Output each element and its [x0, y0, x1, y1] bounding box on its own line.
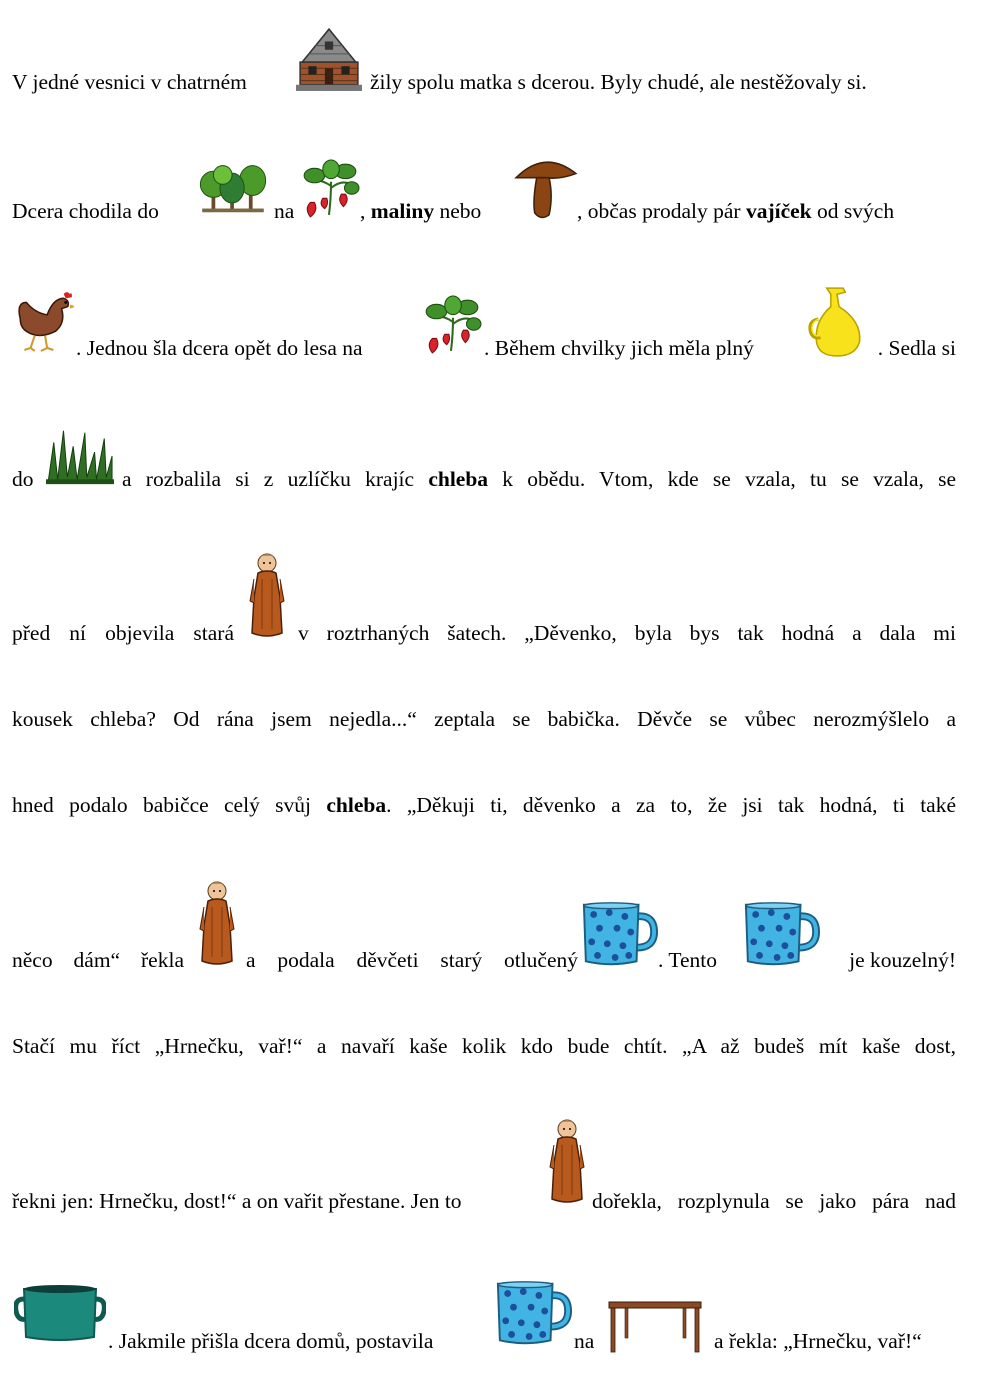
text: V jedné vesnici v chatrném	[12, 70, 247, 94]
text: Dcera chodila do	[12, 199, 159, 223]
text: . Jednou šla dcera opět do lesa na	[76, 336, 363, 360]
text: je kouzelný!	[849, 948, 956, 972]
text: něco dám“ řekla	[12, 948, 184, 972]
mushroom-icon	[514, 155, 578, 221]
text	[360, 197, 481, 225]
grass-icon	[46, 424, 114, 486]
text: a rozbalila si z uzlíčku krajíc	[122, 467, 415, 491]
house-icon	[296, 24, 362, 94]
text: . Jakmile přišla dcera domů, postavila	[108, 1329, 434, 1353]
text: a řekla: „Hrnečku, vař!“	[714, 1329, 922, 1353]
table-icon	[606, 1300, 704, 1354]
hen-icon	[12, 286, 74, 354]
text: hned podalo babičce celý svůj	[12, 793, 312, 817]
text: před ní objevila stará	[12, 621, 234, 645]
text: ,	[360, 199, 366, 223]
forest-icon	[196, 160, 270, 216]
text	[12, 791, 956, 819]
bold-word: vajíček	[745, 199, 812, 223]
text: žily spolu matka s dcerou. Byly chudé, ale nestěžovaly si.	[370, 70, 867, 94]
bold-word: maliny	[370, 199, 435, 223]
text: dořekla, rozplynula se jako pára nad	[592, 1189, 956, 1213]
dotted-mug-icon	[580, 899, 658, 969]
old-woman-icon	[196, 876, 238, 968]
old-woman-icon	[546, 1114, 588, 1206]
text: , občas prodaly pár	[577, 199, 741, 223]
text: kousek chleba? Od rána jsem nejedla...“ zeptala se babička. Děvče se vůbec nerozmýšlelo a	[12, 707, 956, 731]
text: . Tento	[658, 948, 718, 972]
text: na	[274, 199, 295, 223]
bold-word: chleba	[326, 793, 387, 817]
bold-word: chleba	[428, 467, 489, 491]
strawberry-plant-icon	[300, 156, 360, 222]
text: . „Děkuji ti, děvenko a za to, že jsi tak hodná, ti také	[386, 793, 957, 817]
text: v roztrhaných šatech. „Děvenko, byla bys tak hodná a dala mi	[298, 621, 956, 645]
text: na	[574, 1329, 595, 1353]
text: . Během chvilky jich měla plný	[484, 336, 754, 360]
text	[122, 465, 956, 493]
jug-icon	[808, 284, 866, 358]
text	[577, 197, 894, 225]
text: k obědu. Vtom, kde se vzala, tu se vzala, se	[502, 467, 957, 491]
text: nebo	[439, 199, 482, 223]
text: a podala děvčeti starý otlučený	[246, 948, 578, 972]
text: řekni jen: Hrnečku, dost!“ a on vařit přestane. Jen to	[12, 1189, 462, 1213]
old-woman-icon	[246, 548, 288, 640]
text: Stačí mu říct „Hrnečku, vař!“ a navaří kaše kolik kdo bude chtít. „A až budeš mít kaše dost,	[12, 1034, 956, 1058]
text: do	[12, 467, 34, 491]
strawberry-plant-icon	[422, 292, 482, 358]
text: od svých	[817, 199, 895, 223]
dotted-mug-icon	[742, 899, 820, 969]
pot-icon	[14, 1280, 106, 1344]
dotted-mug-icon	[494, 1278, 572, 1348]
text: . Sedla si	[877, 336, 956, 360]
